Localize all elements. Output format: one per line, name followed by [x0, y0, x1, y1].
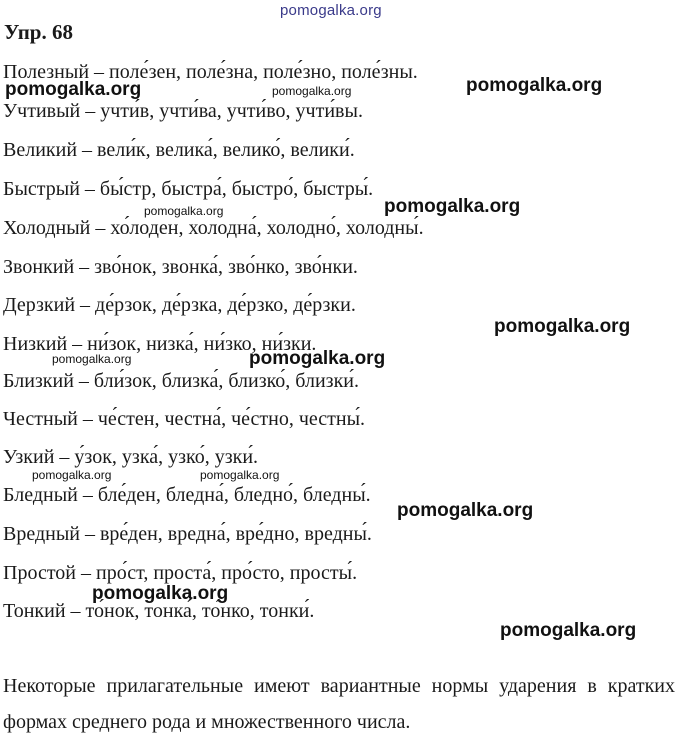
text-line-15: Тонкий – то́нок, тонка́, то́нко, тонки́. [3, 600, 315, 622]
header-watermark: pomogalka.org [280, 2, 382, 19]
text-line-13: Вредный – вре́ден, вредна́, вре́дно, вредны́. [3, 523, 372, 545]
text-line-11: Узкий – у́зок, узка́, узко́, узки́. [3, 446, 259, 468]
note-paragraph: Некоторые прилагательные имеют вариантные нормы ударения в кратких формах среднего рода и множественного числа. [3, 675, 675, 733]
text-line-6: Звонкий – зво́нок, звонка́, зво́нко, зво́нки. [3, 256, 358, 278]
watermark: pomogalka.org [32, 468, 112, 482]
watermark: pomogalka.org [500, 620, 637, 641]
text-line-3: Великий – вели́к, велика́, велико́, велики́. [3, 139, 355, 161]
watermark: pomogalka.org [397, 500, 534, 521]
watermark: pomogalka.org [494, 316, 631, 337]
exercise-title: Упр. 68 [4, 20, 73, 44]
watermark: pomogalka.org [92, 583, 229, 604]
watermark: pomogalka.org [200, 468, 280, 482]
text-line-2: Учтивый – учти́в, учти́ва, учти́во, учти́вы. [3, 100, 363, 122]
text-line-14: Простой – про́ст, проста́, про́сто, просты́. [3, 562, 358, 584]
watermark: pomogalka.org [144, 204, 224, 218]
watermark: pomogalka.org [249, 348, 386, 369]
text-line-7: Дерзкий – де́рзок, де́рзка, де́рзко, де́рзки. [3, 294, 356, 316]
text-line-12: Бледный – бле́ден, бледна́, бледно́, бледны́. [3, 484, 371, 506]
watermark: pomogalka.org [52, 352, 132, 366]
watermark: pomogalka.org [384, 196, 521, 217]
watermark: pomogalka.org [272, 84, 352, 98]
text-line-8: Низкий – ни́зок, низка́, ни́зко, ни́зки. [3, 333, 317, 355]
text-line-4: Быстрый – бы́стр, быстра́, быстро́, быстры́. [3, 178, 374, 200]
watermark: pomogalka.org [466, 75, 603, 96]
text-line-9: Близкий – бли́зок, близка́, близко́, близки́. [3, 370, 359, 392]
watermark: pomogalka.org [5, 79, 142, 100]
text-line-5: Холодный – хо́лоден, холодна́, холодно́, холодны́. [3, 217, 424, 239]
text-line-1: Полезный – поле́зен, поле́зна, поле́зно, поле́зны. [3, 61, 418, 83]
text-line-10: Честный – че́стен, честна́, че́стно, честны́. [3, 408, 366, 430]
